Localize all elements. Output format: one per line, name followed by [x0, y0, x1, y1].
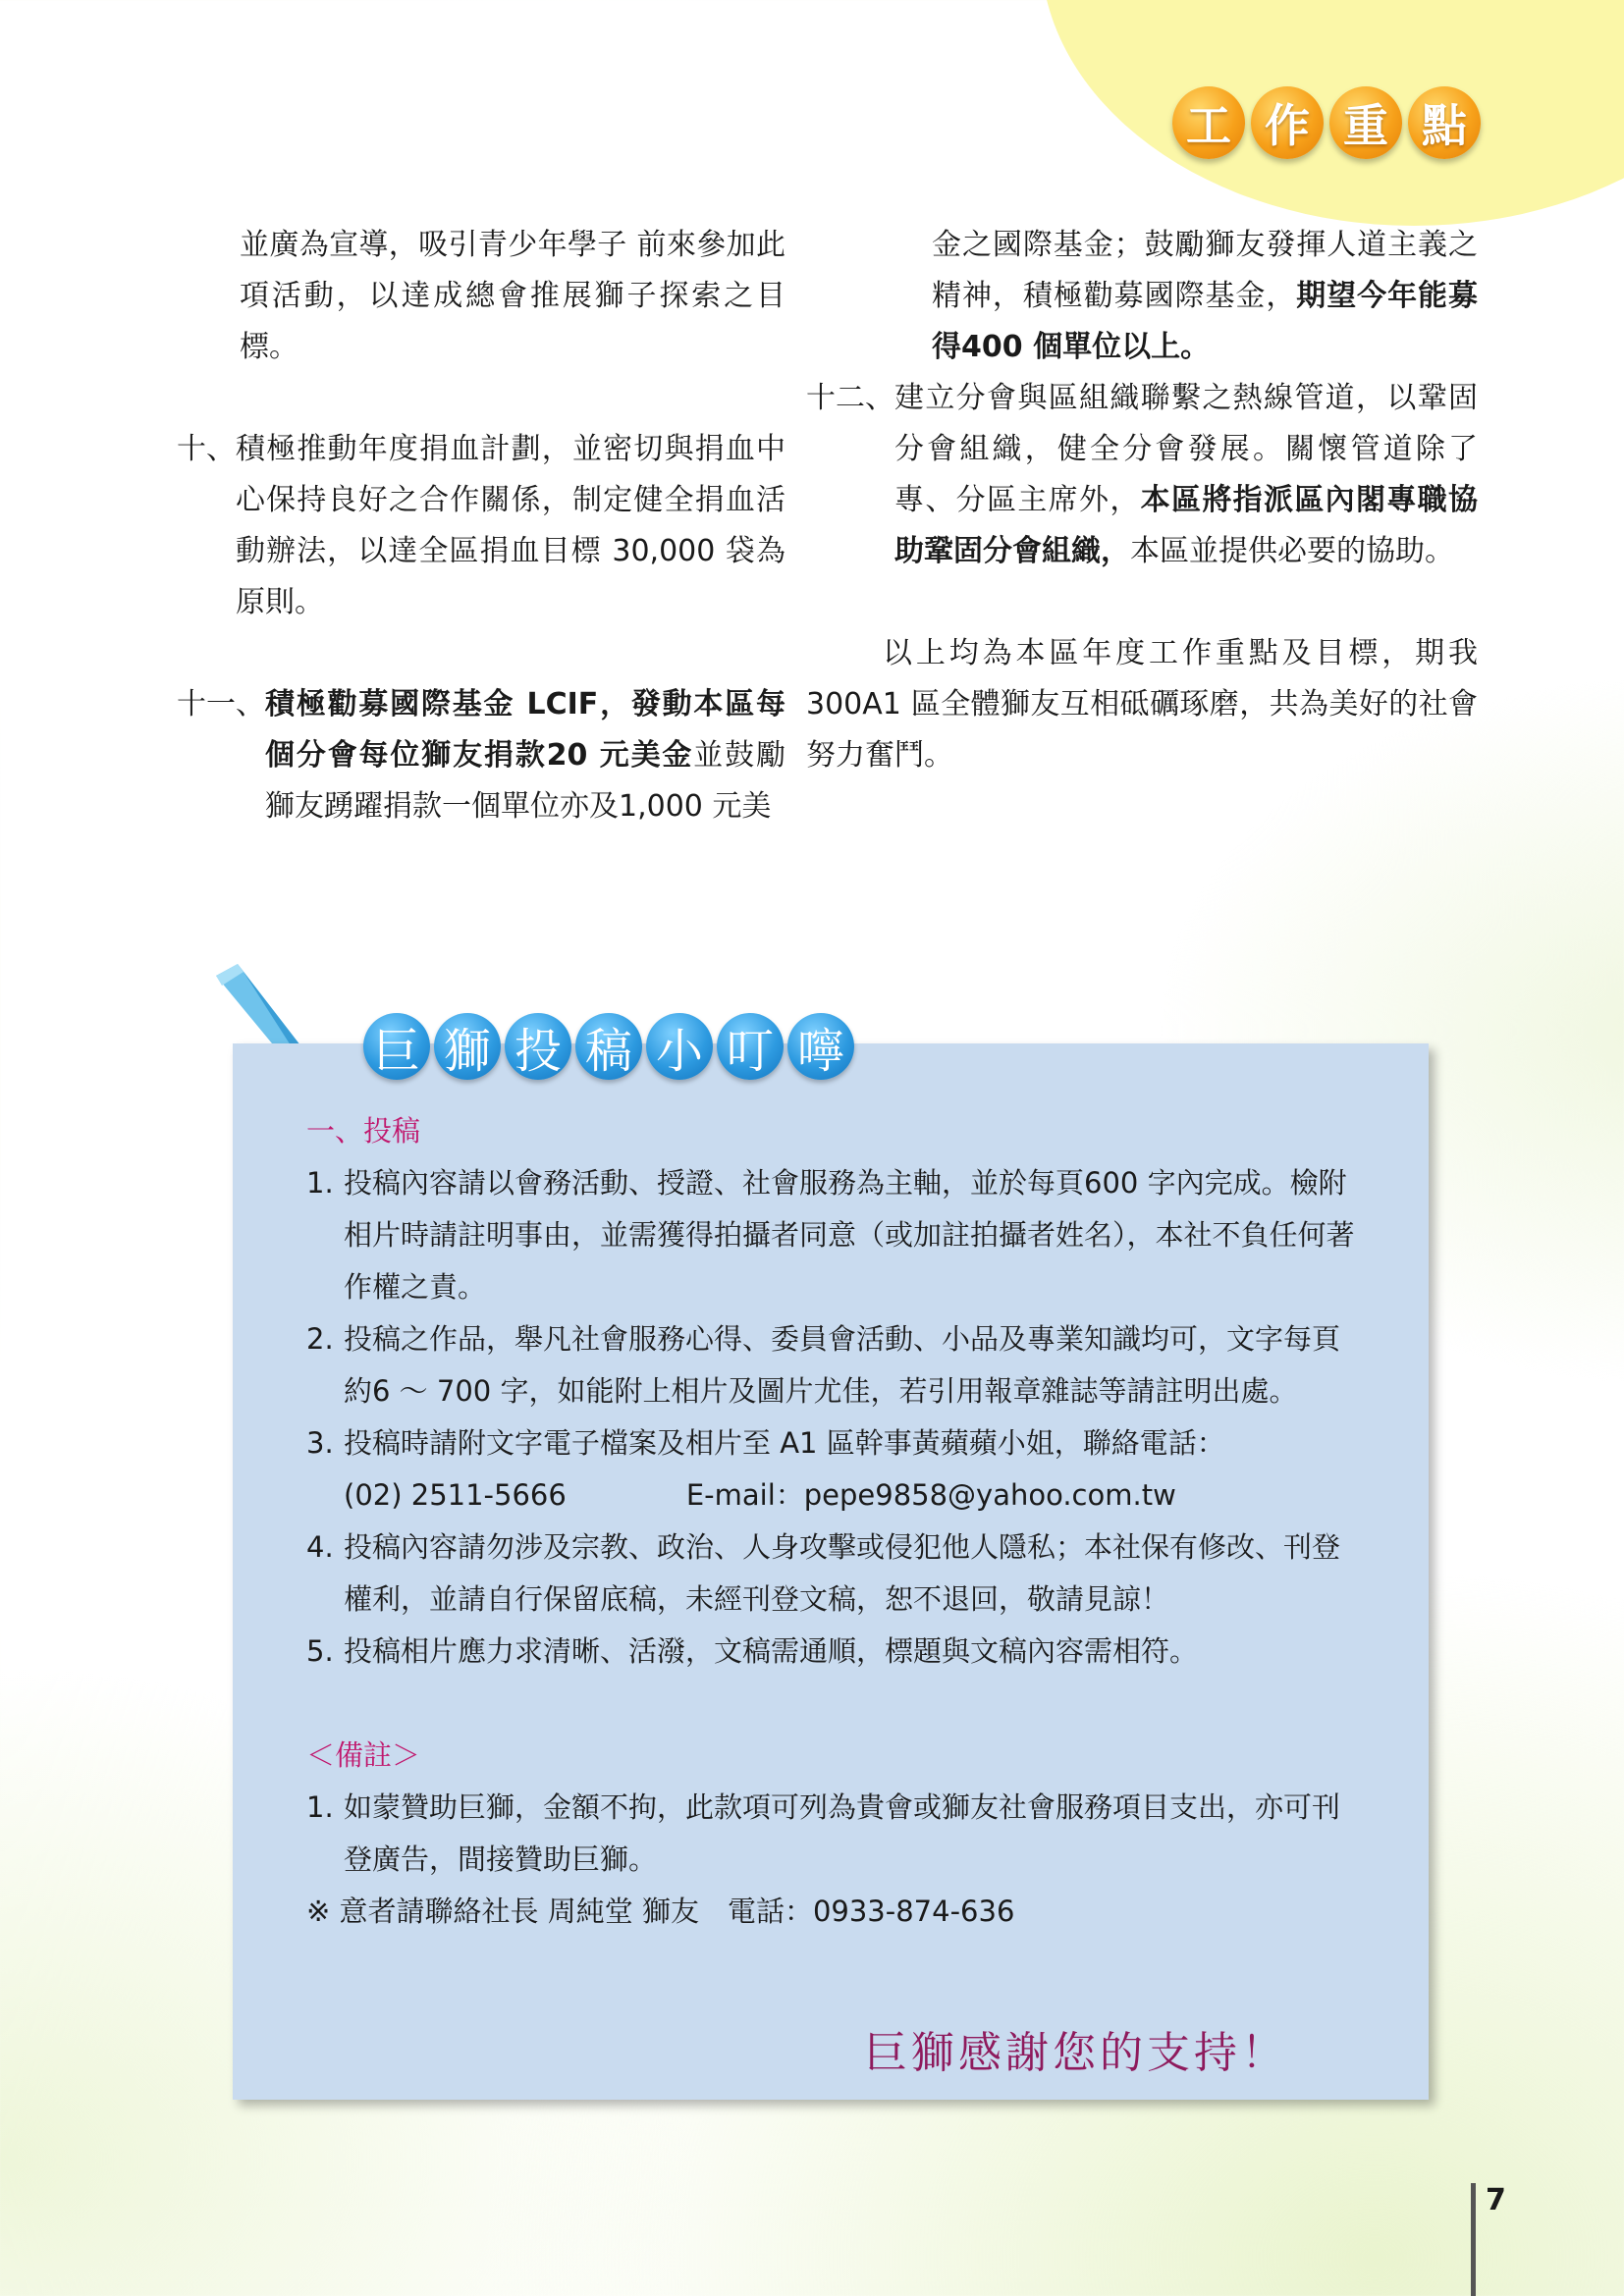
box-title-char: 小: [646, 1013, 713, 1080]
list-item: [177, 679, 785, 832]
box-title-char: 投: [505, 1013, 571, 1080]
box-title-char: 稿: [575, 1013, 642, 1080]
notes-heading: ＜備註＞: [306, 1738, 421, 1772]
item-number: 十、: [177, 432, 236, 466]
rule-item: 5. 投稿相片應力求清晰、活潑，文稿需通順，標題與文稿內容需相符。: [306, 1634, 1199, 1668]
title-char: 工: [1172, 86, 1245, 159]
continued-text: 金之國際基金；鼓勵獅友發揮人道主義之精神，積極勸募國際基金，期望今年能募得400 個單位以上。: [932, 228, 1479, 364]
rule-item: 1. 投稿內容請以會務活動、授證、社會服務為主軸，並於每頁600 字內完成。檢附相片時請註明事由，並需獲得拍攝者同意（或加註拍攝者姓名），本社不負任何著作權之責。: [306, 1166, 1355, 1304]
item-number: 十二、: [806, 381, 894, 415]
box-title: [363, 1013, 854, 1080]
note-item: 1. 如蒙贊助巨獅，金額不拘，此款項可列為貴會或獅友社會服務項目支出，亦可刊登廣告，間接贊助巨獅。: [306, 1790, 1341, 1876]
contact-info: [306, 1469, 1367, 1522]
section-heading: 一、投稿: [306, 1114, 421, 1148]
rule-item: 3. 投稿時請附文字電子檔案及相片至 A1 區幹事黃蘋蘋小姐，聯絡電話：: [306, 1426, 1225, 1460]
item-text: 積極勸募國際基金 LCIF，發動本區每個分會每位獅友捐款20 元美金並鼓勵獅友踴躍捐款一個單位亦及1,000 元美: [265, 687, 786, 824]
rule-item: 4. 投稿內容請勿涉及宗教、政治、人身攻擊或侵犯他人隱私；本社保有修改、刊登權利，並請自行保留底稿，未經刊登文稿，恕不退回，敬請見諒！: [306, 1530, 1341, 1616]
box-title-char: 嚀: [787, 1013, 854, 1080]
title-char: 作: [1251, 86, 1324, 159]
section-title: [1172, 86, 1481, 159]
page-number: 7: [1471, 2183, 1506, 2296]
item-text: 建立分會與區組織聯繫之熱線管道，以鞏固分會組織，健全分會發展。關懷管道除了專、分區主席外，本區將指派區內閣專職協助鞏固分會組織，本區並提供必要的協助。: [894, 381, 1479, 568]
list-item: [806, 373, 1478, 577]
rule-item: 2. 投稿之作品，舉凡社會服務心得、委員會活動、小品及專業知識均可，文字每頁約6 ～ 700 字，如能附上相片及圖片尤佳，若引用報章雜誌等請註明出處。: [306, 1322, 1341, 1408]
box-content: [306, 1105, 1367, 1938]
box-title-char: 獅: [434, 1013, 501, 1080]
left-column: [177, 220, 785, 883]
item-number: 十一、: [177, 687, 265, 721]
list-item: [177, 424, 785, 628]
box-title-char: 巨: [363, 1013, 430, 1080]
title-char: 點: [1408, 86, 1481, 159]
continued-text: 並廣為宣導，吸引青少年學子 前來參加此項活動，以達成總會推展獅子探索之目標。: [240, 228, 785, 364]
box-title-char: 叮: [717, 1013, 784, 1080]
contact-note: ※ 意者請聯絡社長 周純堂 獅友 電話：0933-874-636: [306, 1895, 1015, 1928]
closing-paragraph: 以上均為本區年度工作重點及目標，期我300A1 區全體獅友互相砥礪琢磨，共為美好的社會努力奮鬥。: [806, 636, 1478, 773]
right-column: [806, 220, 1479, 781]
title-char: 重: [1329, 86, 1402, 159]
phone-number: (02) 2511-5666: [344, 1478, 567, 1512]
thanks-text: 巨獅感謝您的支持！: [864, 2028, 1288, 2078]
item-text: 積極推動年度捐血計劃，並密切與捐血中心保持良好之合作關係，制定健全捐血活動辦法，以達全區捐血目標 30,000 袋為原則。: [236, 432, 785, 619]
email-address: E-mail：pepe9858@yahoo.com.tw: [685, 1478, 1176, 1512]
